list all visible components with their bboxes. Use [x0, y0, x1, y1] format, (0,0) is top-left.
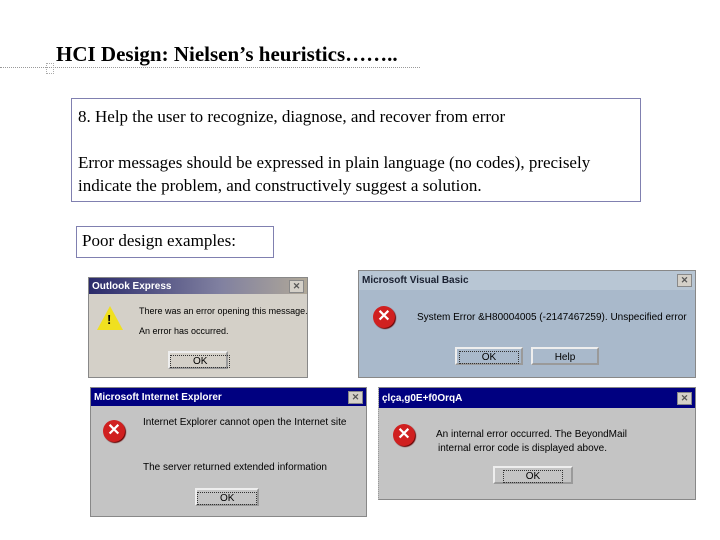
message-text: System Error &H80004005 (-2147467259). Unspecified error — [417, 312, 687, 323]
message-text: There was an error opening this message. — [139, 306, 308, 316]
dialog-title: Microsoft Visual Basic — [362, 275, 469, 286]
message-text: An error has occurred. — [139, 326, 229, 336]
dialog-outlook-express — [88, 277, 308, 378]
divider-handle — [46, 63, 54, 74]
message-text: Internet Explorer cannot open the Internet site — [143, 417, 347, 428]
dialog-beyondmail — [378, 387, 696, 500]
ok-button[interactable]: OK — [195, 488, 259, 506]
examples-label: Poor design examples: — [76, 226, 274, 258]
heuristic-box — [71, 98, 641, 202]
close-icon[interactable]: ✕ — [348, 391, 363, 404]
title-divider — [0, 67, 420, 68]
ok-button[interactable]: OK — [168, 351, 228, 369]
title-bar — [379, 388, 695, 408]
ok-button[interactable]: OK — [493, 466, 573, 484]
message-text: internal error code is displayed above. — [438, 443, 607, 454]
dialog-internet-explorer — [90, 387, 367, 517]
slide-title: HCI Design: Nielsen’s heuristics…….. — [56, 42, 398, 66]
message-text: An internal error occurred. The BeyondMail — [436, 429, 628, 440]
close-icon[interactable]: ✕ — [677, 274, 692, 287]
dialog-visual-basic — [358, 270, 696, 378]
heuristic-body: Error messages should be expressed in plain language (no codes), precisely indicate the problem, and constructively suggest a solution. — [78, 153, 591, 195]
dialog-title: çlça,g0E+f0OrqA — [382, 392, 463, 404]
close-icon[interactable]: ✕ — [289, 280, 304, 293]
dialog-title: Outlook Express — [92, 280, 172, 292]
title-bar — [91, 388, 366, 406]
warning-icon: ! — [97, 306, 123, 330]
heuristic-heading: 8. Help the user to recognize, diagnose, and recover from error — [78, 107, 506, 126]
error-icon: ✕ — [103, 420, 125, 442]
error-icon: ✕ — [393, 424, 415, 446]
help-button[interactable]: Help — [531, 347, 599, 365]
close-icon[interactable]: ✕ — [677, 392, 692, 405]
error-icon: ✕ — [373, 306, 395, 328]
title-bar — [359, 271, 695, 290]
ok-button[interactable]: OK — [455, 347, 523, 365]
dialog-title: Microsoft Internet Explorer — [94, 391, 222, 403]
title-bar — [89, 278, 307, 294]
message-text: The server returned extended information — [143, 462, 327, 473]
